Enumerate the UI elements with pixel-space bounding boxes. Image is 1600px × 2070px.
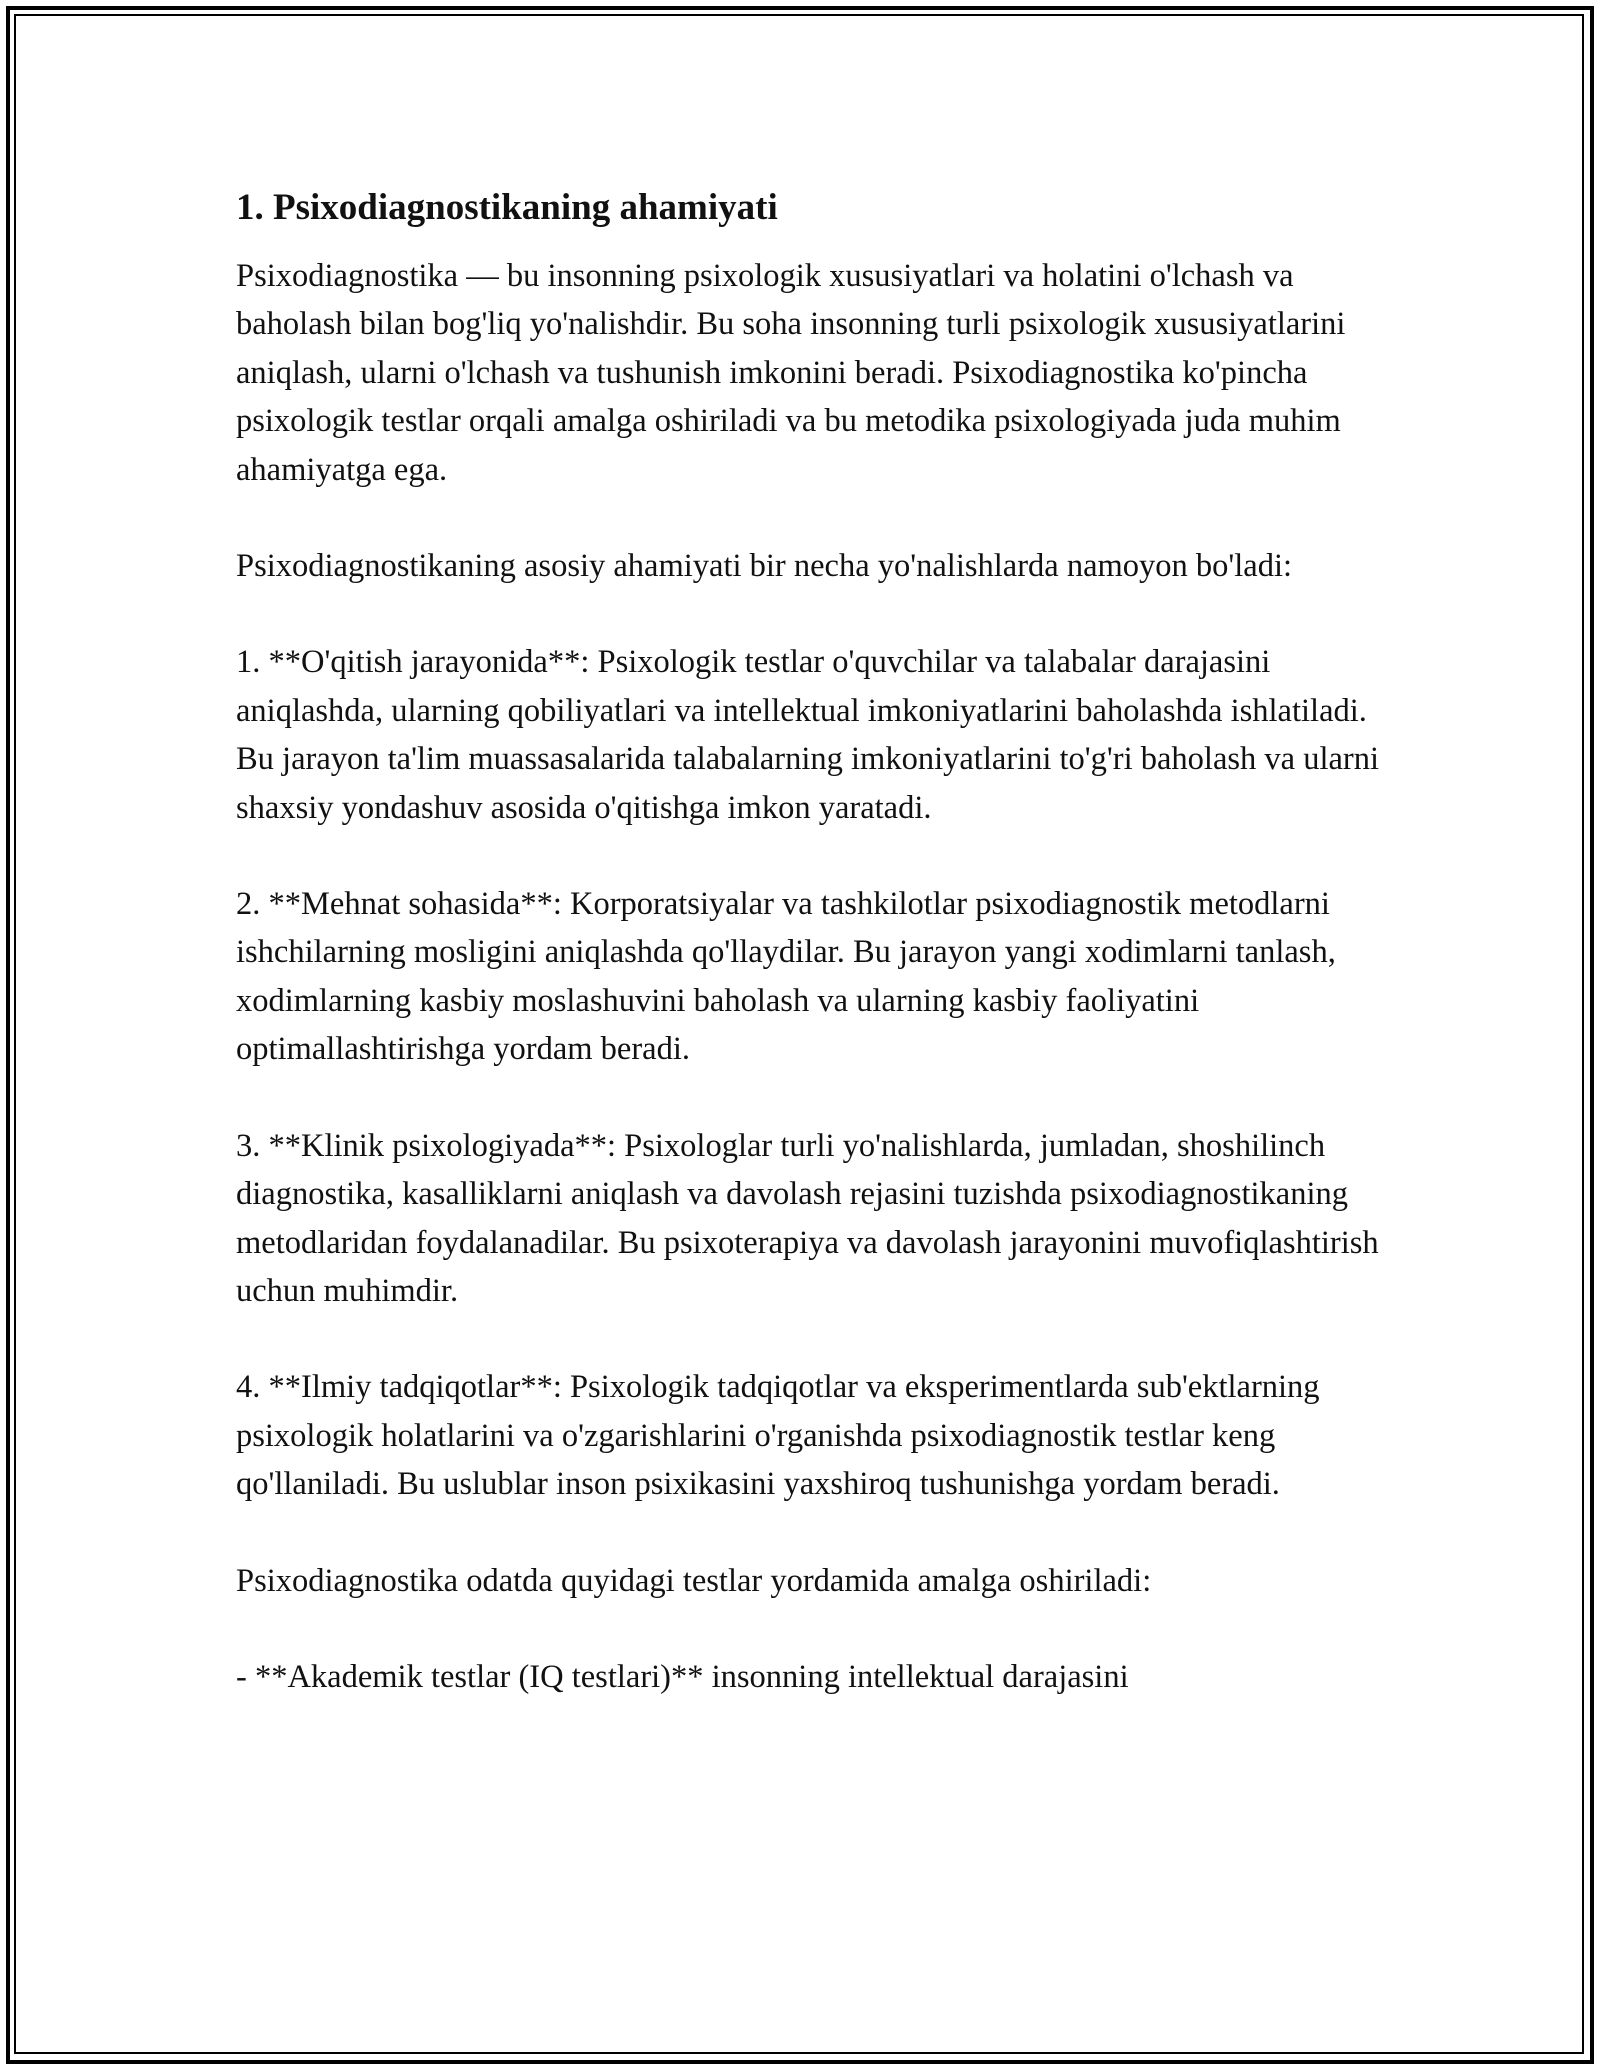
document-body [236, 184, 1396, 1701]
paragraph-education: 1. **O'qitish jarayonida**: Psixologik testlar o'quvchilar va talabalar darajasini aniqlashda, ularning qobiliyatlari va intellektual imkoniyatlarini baholashda ishlatiladi. Bu jarayon ta'lim muassasalarida talabalarning imkoniyatlarini to'g'ri baholash va ularni shaxsiy yondashuv asosida o'qitishga imkon yaratadi. [236, 644, 1380, 826]
section-heading: 1. Psixodiagnostikaning ahamiyati [236, 187, 778, 228]
paragraph-clinical: 3. **Klinik psixologiyada**: Psixologlar turli yo'nalishlarda, jumladan, shoshilinch diagnostika, kasalliklarni aniqlash va davolash rejasini tuzishda psixodiagnostikaning metodlaridan foydalanadilar. Bu psixoterapiya va davolash jarayonini muvofiqlashtirish uchun muhimdir. [236, 1127, 1379, 1309]
paragraph-academic-tests: - **Akademik testlar (IQ testlari)** insonning intellektual darajasini [236, 1658, 1129, 1695]
paragraph-labor: 2. **Mehnat sohasida**: Korporatsiyalar va tashkilotlar psixodiagnostik metodlarni ishchilarning mosligini aniqlashda qo'llaydilar. Bu jarayon yangi xodimlarni tanlash, xodimlarning kasbiy moslashuvini baholash va ularning kasbiy faoliyatini optimallashtirishga yordam beradi. [236, 886, 1336, 1068]
paragraph-research: 4. **Ilmiy tadqiqotlar**: Psixologik tadqiqotlar va eksperimentlarda sub'ektlarning psixologik holatlarini va o'zgarishlarini o'rganishda psixodiagnostik testlar keng qo'llaniladi. Bu uslublar inson psixikasini yaxshiroq tushunishga yordam beradi. [236, 1369, 1320, 1503]
paragraph-tests-intro: Psixodiagnostika odatda quyidagi testlar yordamida amalga oshiriladi: [236, 1562, 1152, 1599]
paragraph-significance: Psixodiagnostikaning asosiy ahamiyati bir necha yo'nalishlarda namoyon bo'ladi: [236, 548, 1293, 585]
paragraph-intro: Psixodiagnostika — bu insonning psixologik xususiyatlari va holatini o'lchash va baholash bilan bog'liq yo'nalishdir. Bu soha insonning turli psixologik xususiyatlarini aniqlash, ularni o'lchash va tushunish imkonini beradi. Psixodiagnostika ko'pincha psixologik testlar orqali amalga oshiriladi va bu metodika psixologiyada juda muhim ahamiyatga ega. [236, 258, 1346, 488]
